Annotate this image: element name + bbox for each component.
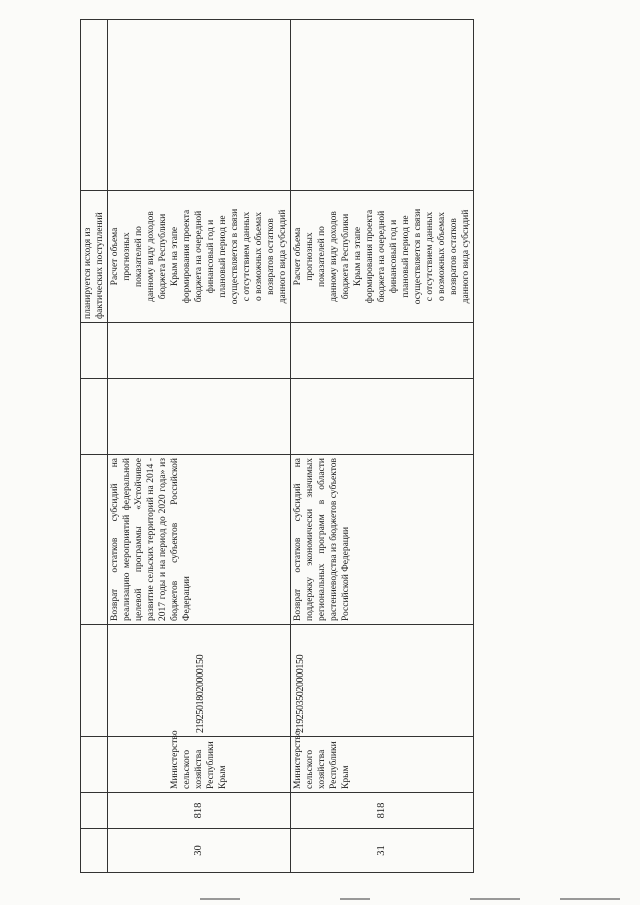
income-name: Возврат остатков субсидий на поддержку экономически значимых региональных программ в области растениеводства из бюджетов субъектов Российской Федерации — [291, 455, 474, 625]
scan-mark — [560, 898, 620, 900]
table-row-continuation — [81, 20, 108, 873]
admin-name: Министерство сельского хозяйства Республики Крым — [291, 737, 474, 793]
income-name: Возврат остатков субсидий на реализацию мероприятий федеральной целевой программы «Устойчивое развитие сельских территорий на 2014 - 2017 годы и на период до 2020 года» из бюджетов субъектов Российской Федерации — [108, 455, 291, 625]
kbk-code: 21925035020000150 — [291, 625, 474, 737]
calculation-method: Расчет объема прогнозных показателей по данному виду доходов бюджета Республики Крым на этапе формирования проекта бюджета на очередной финансовый год и плановый период не осуществляется в связи с отсутствием данных о возможных объемах возвратов остатков данного вида субсидий — [108, 191, 291, 323]
calculation-method: Расчет объема прогнозных показателей по данному виду доходов бюджета Республики Крым на этапе формирования проекта бюджета на очередной финансовый год и плановый период не осуществляется в связи с отсутствием данных о возможных объемах возвратов остатков данного вида субсидий — [291, 191, 474, 323]
continuation-text: планируется исходя из фактических поступлений — [81, 191, 108, 323]
table-row — [108, 20, 291, 873]
scan-mark — [340, 898, 370, 900]
budget-income-table — [80, 19, 474, 873]
row-number: 31 — [291, 829, 474, 873]
row-number: 30 — [108, 829, 291, 873]
scan-edge-marks — [0, 880, 640, 905]
admin-code: 818 — [291, 793, 474, 829]
table-row — [291, 20, 474, 873]
scan-mark — [470, 898, 520, 900]
rotated-table-wrapper — [80, 20, 471, 873]
admin-code: 818 — [108, 793, 291, 829]
admin-name: Министерство сельского хозяйства Республики Крым — [108, 737, 291, 793]
kbk-code: 21925018020000150 — [108, 625, 291, 737]
scan-mark — [200, 898, 240, 900]
